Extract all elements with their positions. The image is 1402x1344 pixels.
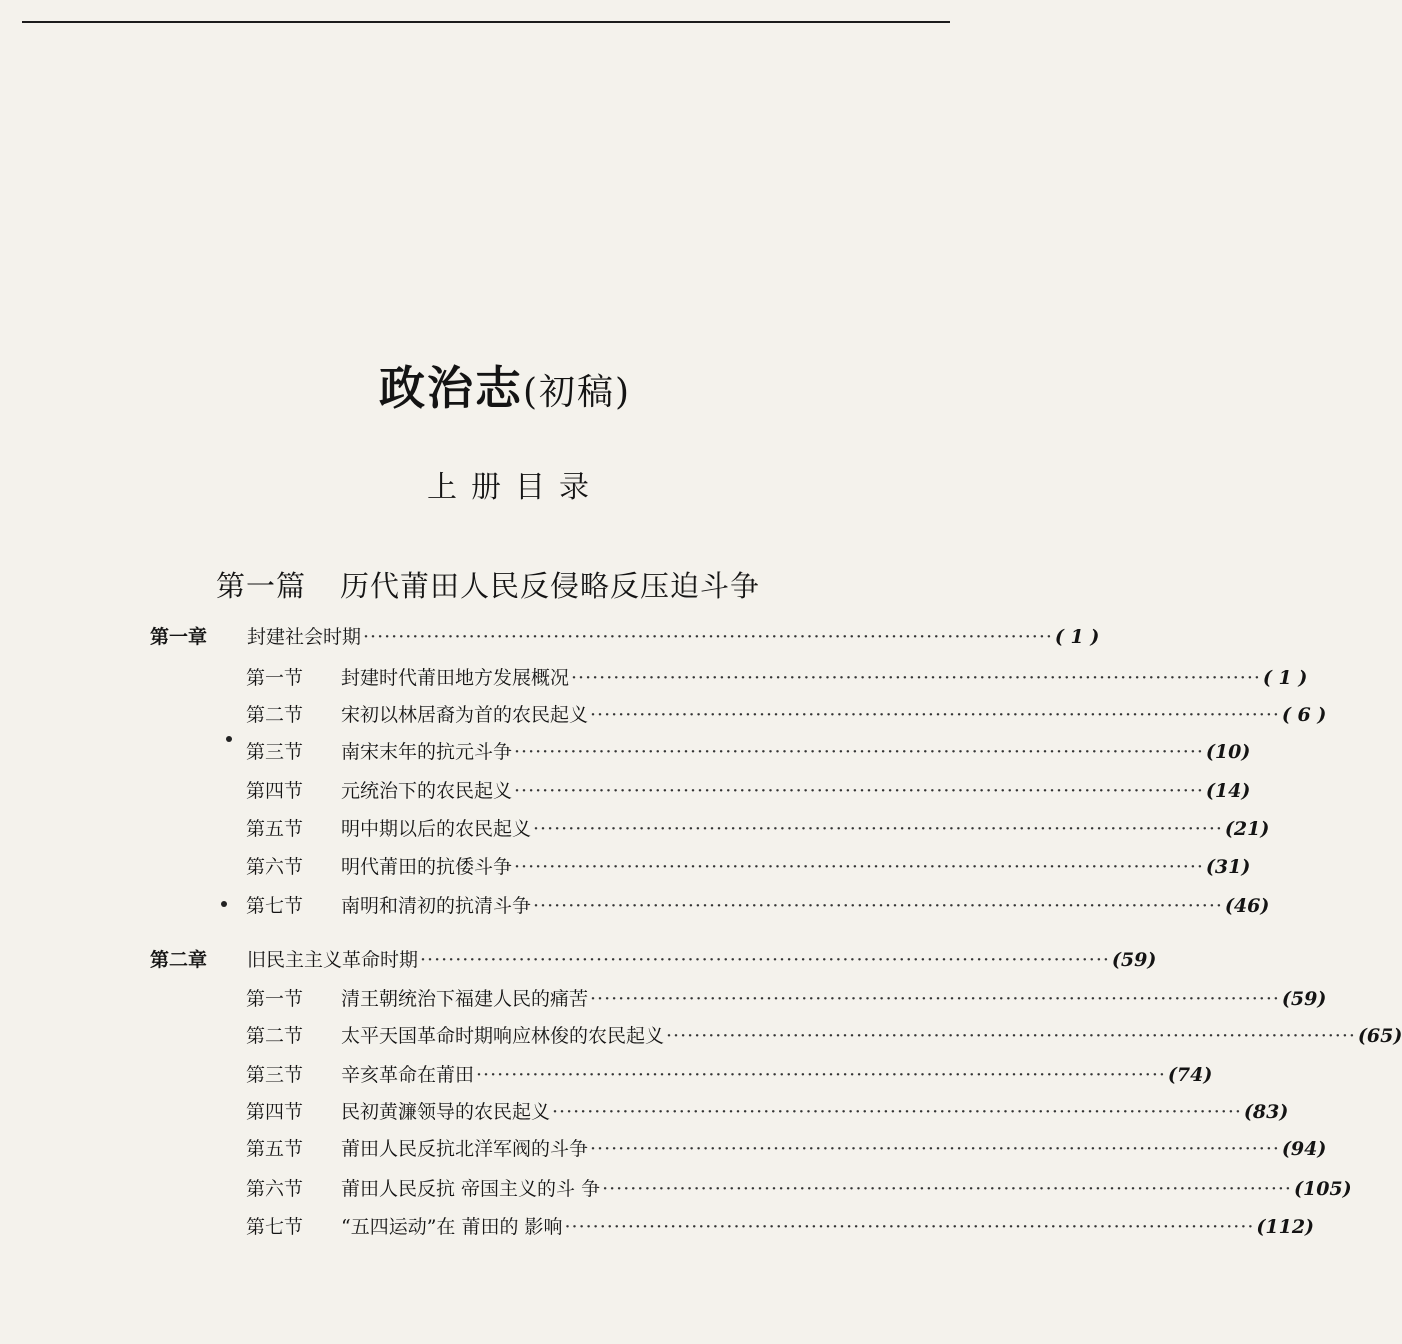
section-label: 第三节 bbox=[246, 741, 304, 763]
section-label: 第六节 bbox=[246, 1178, 304, 1200]
chapter-label: 第一章 bbox=[150, 626, 208, 648]
part-label: 第一篇 bbox=[216, 569, 307, 603]
toc-section[interactable]: 第一节 清王朝统治下福建人民的痛苦 ·································································································· (59) bbox=[0, 984, 950, 1014]
toc-chapter-1[interactable]: 第一章 封建社会时期 ·································································································· ( 1 ) bbox=[0, 622, 950, 652]
toc-section[interactable]: 第六节 明代莆田的抗倭斗争 ·································································································· (31) bbox=[0, 852, 950, 882]
page-number: ( 6 ) bbox=[1281, 704, 1327, 726]
toc-section[interactable]: 第二节 宋初以林居裔为首的农民起义 ·································································································· ( 6 ) bbox=[0, 700, 950, 730]
toc-section[interactable]: 第二节 太平天国革命时期响应林俊的农民起义 ·································································································· (65) bbox=[0, 1021, 950, 1051]
page-number: (59) bbox=[1111, 949, 1157, 971]
section-label: 第五节 bbox=[246, 818, 304, 840]
section-label: 第一节 bbox=[246, 667, 304, 689]
page-number: (14) bbox=[1205, 780, 1251, 802]
section-title: 莆田人民反抗 帝国主义的斗 争 bbox=[341, 1178, 601, 1200]
page-number: (74) bbox=[1167, 1064, 1213, 1086]
page-number: (94) bbox=[1281, 1138, 1327, 1160]
section-title: 明中期以后的农民起义 bbox=[341, 818, 532, 840]
section-label: 第一节 bbox=[246, 988, 304, 1010]
section-label: 第七节 bbox=[246, 895, 304, 917]
toc-section[interactable]: 第五节 明中期以后的农民起义 ·································································································· (21) bbox=[0, 814, 950, 844]
page-number: (59) bbox=[1281, 988, 1327, 1010]
book-title: 政治志(初稿) bbox=[378, 361, 632, 415]
page-number: (21) bbox=[1224, 818, 1270, 840]
section-title: 清王朝统治下福建人民的痛苦 bbox=[341, 988, 589, 1010]
toc-section[interactable]: 第四节 民初黄濂领导的农民起义 ·································································································· (83) bbox=[0, 1097, 950, 1127]
page-number: (31) bbox=[1205, 856, 1251, 878]
section-label: 第七节 bbox=[246, 1216, 304, 1238]
toc-section[interactable]: 第七节 南明和清初的抗清斗争 ·································································································· (46) bbox=[0, 891, 950, 921]
section-title: 莆田人民反抗北洋军阀的斗争 bbox=[341, 1138, 589, 1160]
section-label: 第四节 bbox=[246, 780, 304, 802]
toc-section[interactable]: 第三节 辛亥革命在莆田 ·································································································· (74) bbox=[0, 1060, 950, 1090]
page-number: (46) bbox=[1224, 895, 1270, 917]
volume-heading: 上册目录 bbox=[427, 470, 603, 505]
section-title: 元统治下的农民起义 bbox=[341, 780, 513, 802]
section-label: 第四节 bbox=[246, 1101, 304, 1123]
page-number: (10) bbox=[1205, 741, 1251, 763]
section-label: 第二节 bbox=[246, 1025, 304, 1047]
toc-section[interactable]: 第五节 莆田人民反抗北洋军阀的斗争 ·································································································· (94) bbox=[0, 1134, 950, 1164]
section-title: 封建时代莆田地方发展概况 bbox=[341, 667, 570, 689]
section-title: 民初黄濂领导的农民起义 bbox=[341, 1101, 551, 1123]
toc-section[interactable]: 第一节 封建时代莆田地方发展概况 ·································································································· ( 1 ) bbox=[0, 663, 950, 693]
page-number: (65) bbox=[1357, 1025, 1402, 1047]
section-title: 太平天国革命时期响应林俊的农民起义 bbox=[341, 1025, 665, 1047]
toc-chapter-2[interactable]: 第二章 旧民主主义革命时期 ·································································································· (59) bbox=[0, 945, 950, 975]
book-title-suffix: (初稿) bbox=[522, 372, 632, 413]
section-label: 第三节 bbox=[246, 1064, 304, 1086]
page-number: ( 1 ) bbox=[1262, 667, 1308, 689]
section-title: 辛亥革命在莆田 bbox=[341, 1064, 475, 1086]
margin-dot bbox=[221, 901, 227, 907]
toc-section[interactable]: 第四节 元统治下的农民起义 ·································································································· (14) bbox=[0, 776, 950, 806]
part-title: 历代莆田人民反侵略反压迫斗争 bbox=[340, 569, 761, 603]
chapter-label: 第二章 bbox=[150, 949, 208, 971]
toc-section[interactable]: 第三节 南宋末年的抗元斗争 ·································································································· (10) bbox=[0, 737, 950, 767]
section-title: 南宋末年的抗元斗争 bbox=[341, 741, 513, 763]
margin-dot bbox=[226, 736, 232, 742]
page-number: ( 1 ) bbox=[1054, 626, 1100, 648]
section-title: 宋初以林居裔为首的农民起义 bbox=[341, 704, 589, 726]
chapter-title: 旧民主主义革命时期 bbox=[247, 949, 419, 971]
section-label: 第五节 bbox=[246, 1138, 304, 1160]
section-title: “五四运动”在 莆田的 影响 bbox=[341, 1216, 563, 1238]
toc-section[interactable]: 第七节 “五四运动”在 莆田的 影响 ·································································································· (112) bbox=[0, 1212, 950, 1242]
toc-section[interactable]: 第六节 莆田人民反抗 帝国主义的斗 争 ·································································································· (105) bbox=[0, 1174, 950, 1204]
page-number: (83) bbox=[1243, 1101, 1289, 1123]
page-number: (112) bbox=[1256, 1216, 1315, 1238]
section-title: 南明和清初的抗清斗争 bbox=[341, 895, 532, 917]
section-title: 明代莆田的抗倭斗争 bbox=[341, 856, 513, 878]
section-label: 第六节 bbox=[246, 856, 304, 878]
chapter-title: 封建社会时期 bbox=[247, 626, 362, 648]
section-label: 第二节 bbox=[246, 704, 304, 726]
page-number: (105) bbox=[1293, 1178, 1352, 1200]
